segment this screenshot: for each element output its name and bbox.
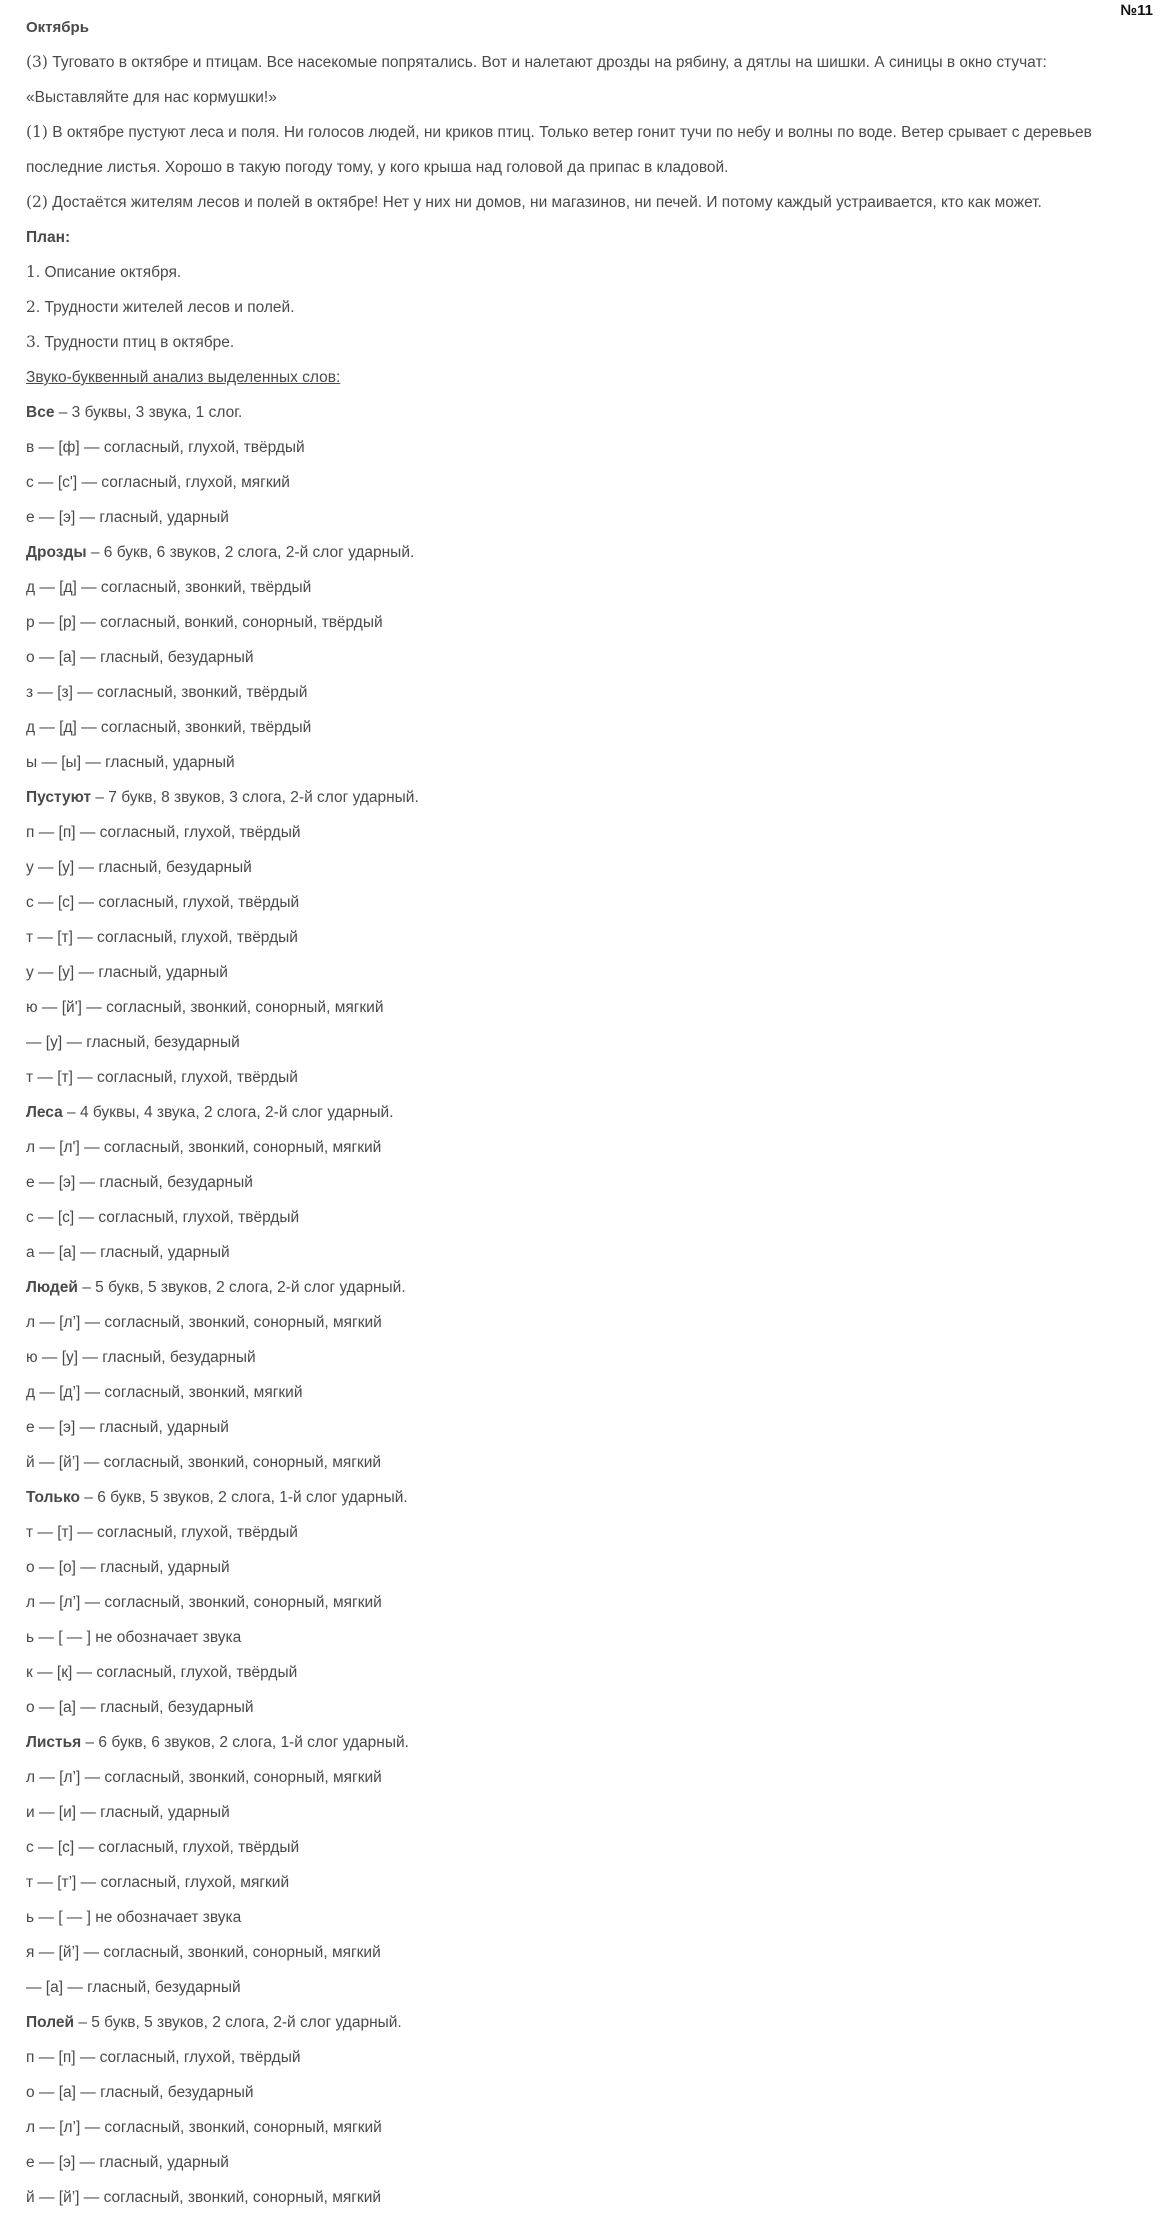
plan-item-text: . Трудности птиц в октябре. bbox=[35, 334, 235, 351]
sound-analysis-line: т — [т] — согласный, глухой, твёрдый bbox=[26, 1524, 298, 1541]
paragraph bbox=[26, 45, 1151, 115]
sound-analysis-line: с — [с] — согласный, глухой, твёрдый bbox=[26, 894, 300, 911]
word-summary: – 6 букв, 6 звуков, 2 слога, 1-й слог ударный. bbox=[81, 1734, 409, 1751]
word-heading bbox=[26, 1725, 1151, 1760]
sound-analysis-line: ю — [у] — гласный, безударный bbox=[26, 1349, 256, 1366]
word-heading bbox=[26, 1480, 1151, 1515]
plan-item bbox=[26, 290, 1151, 325]
plan-list bbox=[26, 255, 1151, 360]
analyzed-word: Все bbox=[26, 404, 55, 421]
sound-analysis-line: е — [э] — гласный, безударный bbox=[26, 1174, 253, 1191]
sound-analysis-line: д — [д’] — согласный, звонкий, мягкий bbox=[26, 1384, 303, 1401]
sound-analysis-line: о — [а] — гласный, безударный bbox=[26, 2084, 254, 2101]
sound-analysis-line: л — [л’] — согласный, звонкий, сонорный, мягкий bbox=[26, 2119, 382, 2136]
sound-analysis-line: у — [у] — гласный, безударный bbox=[26, 859, 252, 876]
word-summary: – 5 букв, 5 звуков, 2 слога, 2-й слог ударный. bbox=[77, 1279, 406, 1296]
paragraph bbox=[26, 115, 1151, 185]
paragraph-text: Туговато в октябре и птицам. Все насекомые попрятались. Вот и налетают дрозды на рябину, а дятлы на шишки. А синицы в окно стучат: «Выставляйте для нас кормушки!» bbox=[26, 54, 1047, 106]
word-summary: – 5 букв, 5 звуков, 2 слога, 2-й слог ударный. bbox=[74, 2014, 402, 2031]
sound-analysis-line: п — [п] — согласный, глухой, твёрдый bbox=[26, 824, 301, 841]
paragraph-number: (3) bbox=[26, 53, 48, 71]
plan-item-text: . Описание октября. bbox=[35, 264, 182, 281]
sound-analysis-line: — [а] — гласный, безударный bbox=[26, 1979, 241, 1996]
paragraph-text: Достаётся жителям лесов и полей в октябре! Нет у них ни домов, ни магазинов, ни печей. И потому каждый устраивается, кто как может. bbox=[47, 194, 1042, 211]
sound-analysis-line: р — [р] — согласный, вонкий, сонорный, твёрдый bbox=[26, 614, 383, 631]
sound-analysis-line: д — [д] — согласный, звонкий, твёрдый bbox=[26, 719, 312, 736]
sound-analysis-line: л — [л'] — согласный, звонкий, сонорный, мягкий bbox=[26, 1139, 382, 1156]
word-heading bbox=[26, 780, 1151, 815]
sound-analysis-line: а — [а] — гласный, ударный bbox=[26, 1244, 230, 1261]
sound-analysis-line: ь — [ — ] не обозначает звука bbox=[26, 1909, 242, 1926]
sound-analysis-line: з — [з] — согласный, звонкий, твёрдый bbox=[26, 684, 308, 701]
word-heading bbox=[26, 395, 1151, 430]
analyzed-word: Леса bbox=[26, 1104, 63, 1121]
analyzed-word: Полей bbox=[26, 2014, 75, 2031]
sound-analysis-line: с — [с] — согласный, глухой, твёрдый bbox=[26, 1839, 300, 1856]
sound-analysis-line: о — [о] — гласный, ударный bbox=[26, 1559, 230, 1576]
word-heading bbox=[26, 1270, 1151, 1305]
word-heading bbox=[26, 2005, 1151, 2040]
analyzed-word: Листья bbox=[26, 1734, 82, 1751]
phonetic-analysis bbox=[26, 395, 1151, 2215]
sound-analysis-line: л — [л’] — согласный, звонкий, сонорный, мягкий bbox=[26, 1769, 382, 1786]
sound-analysis-line: т — [т] — согласный, глухой, твёрдый bbox=[26, 1069, 298, 1086]
word-heading bbox=[26, 1095, 1151, 1130]
sound-analysis-line: л — [л’] — согласный, звонкий, сонорный, мягкий bbox=[26, 1314, 382, 1331]
sound-analysis-line: и — [и] — гласный, ударный bbox=[26, 1804, 230, 1821]
plan-item-number: 3 bbox=[26, 333, 36, 351]
analyzed-word: Дрозды bbox=[26, 544, 87, 561]
sound-analysis-line: л — [л’] — согласный, звонкий, сонорный, мягкий bbox=[26, 1594, 382, 1611]
word-summary: – 7 букв, 8 звуков, 3 слога, 2-й слог ударный. bbox=[91, 789, 419, 806]
paragraph-number: (2) bbox=[26, 193, 48, 211]
sound-analysis-line: й — [й’] — согласный, звонкий, сонорный, мягкий bbox=[26, 1454, 382, 1471]
analyzed-word: Пустуют bbox=[26, 789, 92, 806]
plan-item bbox=[26, 255, 1151, 290]
sound-analysis-line: — [у] — гласный, безударный bbox=[26, 1034, 240, 1051]
sound-analysis-line: с — [с'] — согласный, глухой, мягкий bbox=[26, 474, 290, 491]
paragraph-number: (1) bbox=[26, 123, 48, 141]
analyzed-word: Только bbox=[26, 1489, 80, 1506]
sound-analysis-line: д — [д] — согласный, звонкий, твёрдый bbox=[26, 579, 312, 596]
word-summary: – 4 буквы, 4 звука, 2 слога, 2-й слог ударный. bbox=[62, 1104, 394, 1121]
plan-item-number: 2 bbox=[26, 298, 36, 316]
sound-analysis-line: в — [ф] — согласный, глухой, твёрдый bbox=[26, 439, 305, 456]
sound-analysis-line: е — [э] — гласный, ударный bbox=[26, 1419, 229, 1436]
sound-analysis-line: у — [у] — гласный, ударный bbox=[26, 964, 228, 981]
plan-item bbox=[26, 325, 1151, 360]
plan-heading: План: bbox=[26, 229, 71, 246]
document-body bbox=[26, 10, 1151, 2215]
sound-analysis-line: т — [т’] — согласный, глухой, мягкий bbox=[26, 1874, 290, 1891]
word-summary: – 6 букв, 5 звуков, 2 слога, 1-й слог ударный. bbox=[79, 1489, 408, 1506]
word-heading bbox=[26, 535, 1151, 570]
sound-analysis-line: е — [э] — гласный, ударный bbox=[26, 2154, 229, 2171]
sound-analysis-line: ы — [ы] — гласный, ударный bbox=[26, 754, 235, 771]
plan-item-text: . Трудности жителей лесов и полей. bbox=[35, 299, 295, 316]
sound-analysis-line: й — [й’] — согласный, звонкий, сонорный, мягкий bbox=[26, 2189, 382, 2206]
sound-analysis-line: ь — [ — ] не обозначает звука bbox=[26, 1629, 242, 1646]
analyzed-word: Людей bbox=[26, 1279, 78, 1296]
sound-analysis-line: т — [т] — согласный, глухой, твёрдый bbox=[26, 929, 298, 946]
sound-analysis-line: к — [к] — согласный, глухой, твёрдый bbox=[26, 1664, 298, 1681]
analysis-heading: Звуко-буквенный анализ выделенных слов: bbox=[26, 369, 341, 386]
word-summary: – 3 буквы, 3 звука, 1 слог. bbox=[54, 404, 243, 421]
sound-analysis-line: е — [э] — гласный, ударный bbox=[26, 509, 229, 526]
sound-analysis-line: я — [й’] — согласный, звонкий, сонорный, мягкий bbox=[26, 1944, 381, 1961]
sound-analysis-line: п — [п] — согласный, глухой, твёрдый bbox=[26, 2049, 301, 2066]
plan-item-number: 1 bbox=[26, 263, 36, 281]
paragraph bbox=[26, 185, 1151, 220]
document-title: Октябрь bbox=[26, 19, 89, 36]
sound-analysis-line: о — [а] — гласный, безударный bbox=[26, 1699, 254, 1716]
text-paragraphs bbox=[26, 45, 1151, 220]
sound-analysis-line: о — [а] — гласный, безударный bbox=[26, 649, 254, 666]
sound-analysis-line: с — [с] — согласный, глухой, твёрдый bbox=[26, 1209, 300, 1226]
word-summary: – 6 букв, 6 звуков, 2 слога, 2-й слог ударный. bbox=[86, 544, 415, 561]
paragraph-text: В октябре пустуют леса и поля. Ни голосов людей, ни криков птиц. Только ветер гонит тучи по небу и волны по воде. Ветер срывает с деревьев последние листья. Хорошо в такую погоду тому, у кого крыша над головой да припас в кладовой. bbox=[26, 124, 1092, 176]
task-number: №11 bbox=[1120, 2, 1153, 19]
sound-analysis-line: ю — [й'] — согласный, звонкий, сонорный, мягкий bbox=[26, 999, 384, 1016]
